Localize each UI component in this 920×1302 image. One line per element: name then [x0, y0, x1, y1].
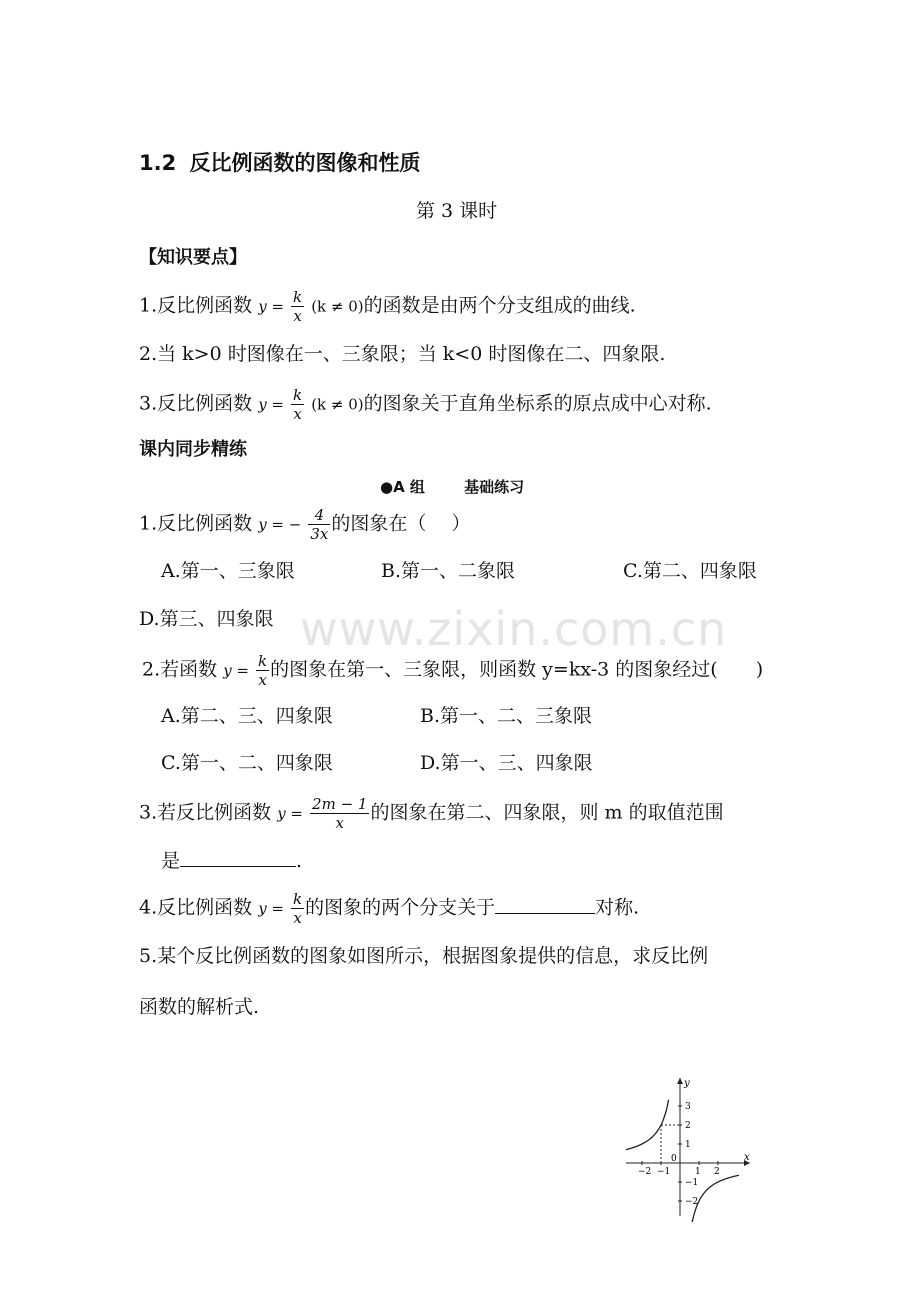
- knowledge-point-1: [139, 288, 636, 325]
- question-1: [139, 506, 470, 543]
- q3-fraction: [310, 795, 369, 832]
- kp1-post: 的函数是由两个分支组成的曲线.: [363, 294, 636, 317]
- kp3-den: x: [293, 405, 302, 423]
- q1-text: 1.反比例函数: [139, 512, 253, 535]
- y-tick-label: 2: [685, 1121, 691, 1131]
- q3-line2-text: 是: [161, 850, 181, 872]
- q1-option-c: C.第二、四象限: [623, 560, 757, 582]
- kp3-cond: (k ≠ 0): [311, 395, 364, 414]
- question-5-line1: 5.某个反比例函数的图象如图所示，根据图象提供的信息，求反比例: [139, 945, 709, 967]
- question-5-line2: 函数的解析式.: [139, 996, 260, 1018]
- q1-num: 4: [308, 506, 330, 525]
- question-3: [139, 795, 724, 832]
- x-tick-label: 2: [714, 1167, 720, 1177]
- kp1-cond: (k ≠ 0): [311, 297, 364, 316]
- kp1-den: x: [293, 307, 302, 325]
- kp1-eq: y =: [258, 297, 284, 316]
- q2-post: 的图象在第一、三象限，则函数 y=kx-3 的图象经过( ): [270, 658, 764, 681]
- section-title-text: 反比例函数的图像和性质: [189, 151, 421, 175]
- watermark: www.zixin.com.cn: [300, 602, 728, 656]
- q4-num: k: [293, 890, 303, 908]
- q2-fraction: [256, 652, 269, 689]
- q3-eq: y =: [277, 804, 303, 823]
- x-axis-label: x: [744, 1152, 750, 1163]
- y-axis-arrow: [677, 1078, 683, 1084]
- q1-eq: y = −: [258, 515, 302, 534]
- q2-option-d: D.第一、三、四象限: [420, 752, 593, 774]
- practice-header: 课内同步精练: [139, 439, 247, 460]
- knowledge-point-2: 2.当 k>0 时图像在一、三象限；当 k<0 时图像在二、四象限.: [139, 343, 666, 365]
- question-2: [142, 652, 763, 689]
- section-title: [139, 147, 421, 177]
- q2-option-c: C.第一、二、四象限: [161, 752, 333, 774]
- q3-text: 3.若反比例函数: [139, 801, 272, 824]
- kp3-fraction: [291, 386, 304, 423]
- q4-post: 的图象的两个分支关于: [305, 896, 496, 919]
- q1-fraction: [308, 506, 330, 543]
- q1-post: 的图象在（ ）: [331, 512, 471, 535]
- q2-option-a: A.第二、三、四象限: [161, 705, 333, 727]
- group-name: ●A 组: [380, 478, 425, 496]
- q2-text: 2.若函数: [142, 658, 218, 681]
- q4-answer-blank[interactable]: [495, 893, 595, 914]
- group-subtitle: 基础练习: [464, 478, 525, 496]
- q2-eq: y =: [223, 661, 249, 680]
- x-tick-label: −1: [657, 1167, 671, 1177]
- section-number: 1.2: [139, 151, 177, 175]
- q3-den: x: [335, 814, 344, 832]
- q3-num: 2m − 1: [312, 795, 368, 813]
- origin-label: 0: [671, 1154, 677, 1164]
- y-axis-label: y: [684, 1078, 690, 1089]
- kp3-post: 的图象关于直角坐标系的原点成中心对称.: [363, 392, 712, 415]
- y-tick-label: 3: [685, 1102, 691, 1112]
- q4-text: 4.反比例函数: [139, 896, 253, 919]
- y-tick-label: 1: [685, 1140, 691, 1150]
- q4-fraction: [291, 890, 304, 927]
- q4-end: 对称.: [595, 896, 640, 919]
- q1-option-d: D.第三、四象限: [139, 608, 274, 630]
- knowledge-header: 【知识要点】: [139, 247, 247, 268]
- q3-answer-blank[interactable]: [180, 846, 296, 867]
- kp3-text: 3.反比例函数: [139, 392, 253, 415]
- x-tick-label: 1: [695, 1167, 701, 1177]
- q3-line2: [161, 846, 302, 874]
- q3-end: .: [296, 850, 303, 872]
- q3-post: 的图象在第二、四象限，则 m 的取值范围: [370, 801, 724, 824]
- q2-den: x: [258, 671, 267, 689]
- q1-option-b: B.第一、二象限: [381, 560, 516, 582]
- q4-eq: y =: [258, 899, 284, 918]
- lesson-label: 第 3 课时: [416, 200, 498, 222]
- q1-den: 3x: [310, 525, 329, 543]
- kp1-num: k: [293, 288, 303, 306]
- hyperbola-graph: [620, 1072, 760, 1222]
- question-4: [139, 890, 639, 927]
- y-tick-label: −1: [685, 1178, 699, 1188]
- kp1-text: 1.反比例函数: [139, 294, 253, 317]
- q2-option-b: B.第一、二、三象限: [420, 705, 593, 727]
- y-tick-label: −2: [685, 1197, 699, 1207]
- q2-num: k: [258, 652, 268, 670]
- group-label: [380, 476, 524, 497]
- kp1-fraction: [291, 288, 304, 325]
- x-tick-label: −2: [638, 1167, 652, 1177]
- q1-option-a: A.第一、三象限: [161, 560, 295, 582]
- knowledge-point-3: [139, 386, 712, 423]
- kp3-eq: y =: [258, 395, 284, 414]
- curve-branch-right: [691, 1175, 739, 1222]
- q4-den: x: [293, 909, 302, 927]
- kp3-num: k: [293, 386, 303, 404]
